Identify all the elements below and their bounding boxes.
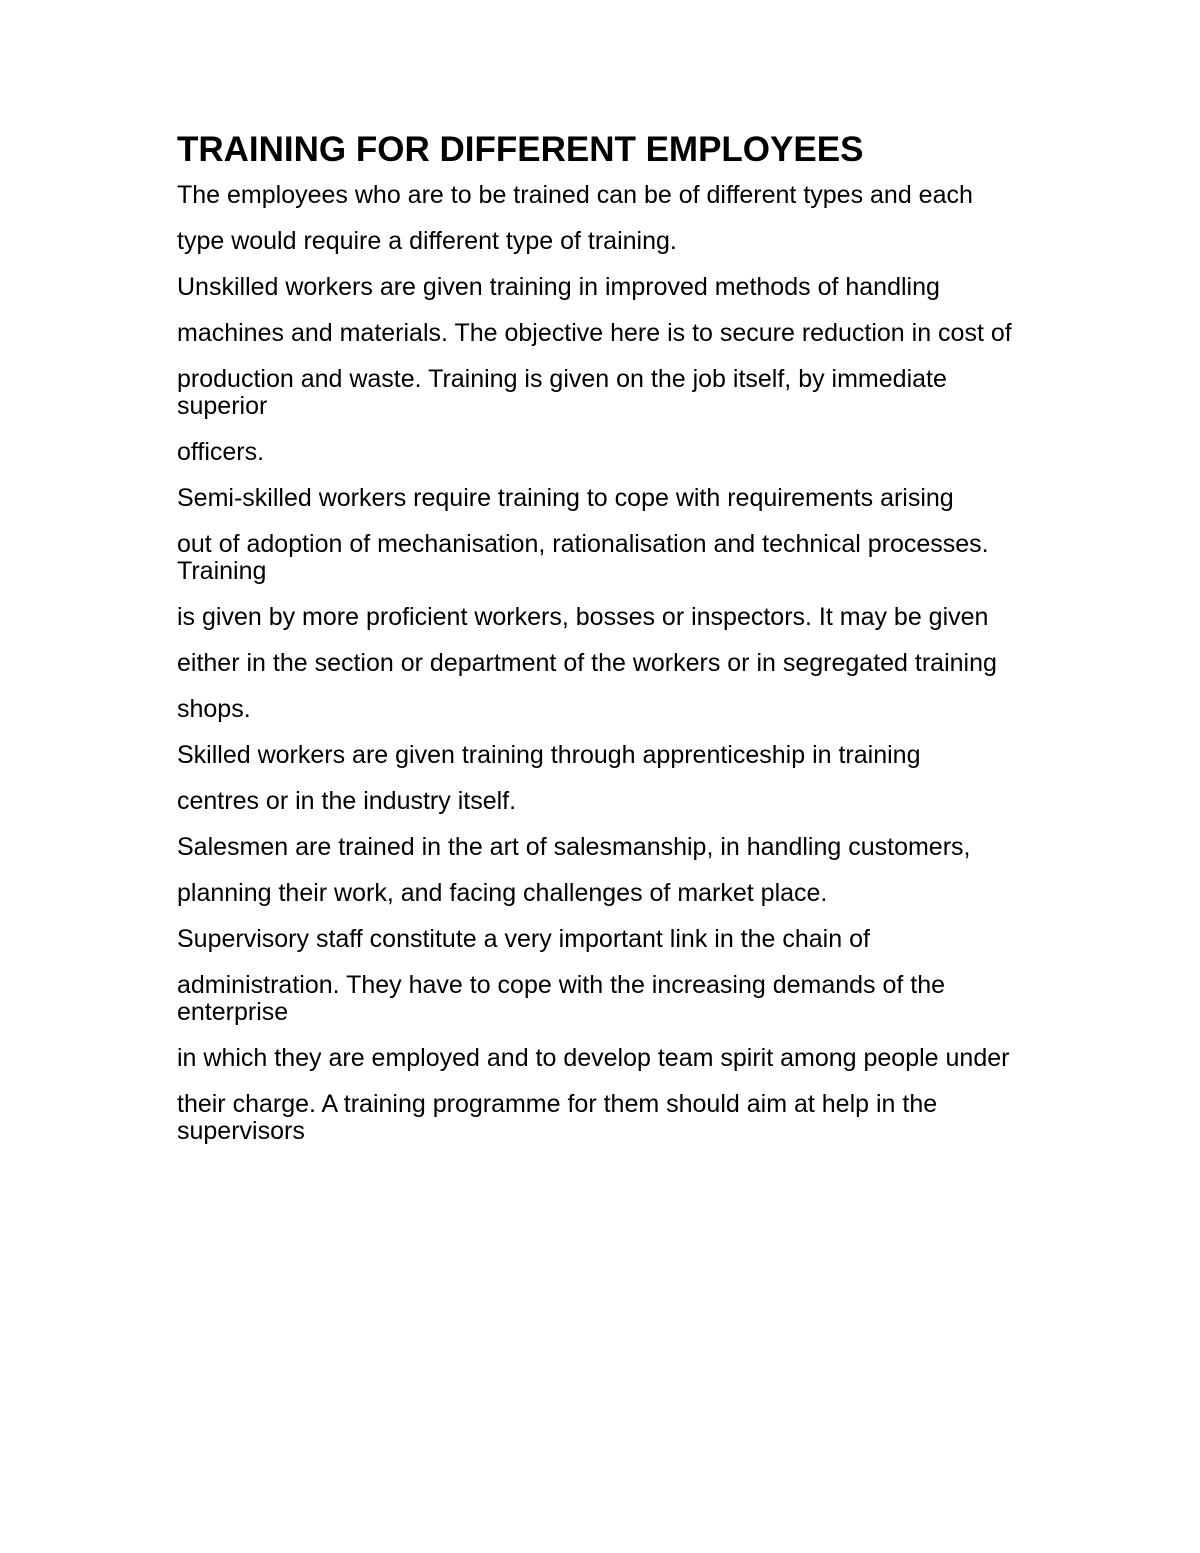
paragraph: production and waste. Training is given on the job itself, by immediate superior — [177, 365, 947, 420]
paragraph: Skilled workers are given training through apprenticeship in training — [177, 741, 921, 769]
paragraph: Unskilled workers are given training in improved methods of handling — [177, 273, 940, 301]
paragraph: centres or in the industry itself. — [177, 787, 517, 815]
paragraph: in which they are employed and to develop team spirit among people under — [177, 1044, 1010, 1072]
paragraph: shops. — [177, 695, 251, 723]
document-title: TRAINING FOR DIFFERENT EMPLOYEES — [177, 130, 864, 169]
paragraph: Salesmen are trained in the art of salesmanship, in handling customers, — [177, 833, 971, 861]
paragraph: out of adoption of mechanisation, rationalisation and technical processes. Training — [177, 530, 989, 585]
paragraph: officers. — [177, 438, 265, 466]
paragraph: Semi-skilled workers require training to cope with requirements arising — [177, 484, 954, 512]
paragraph: planning their work, and facing challenges of market place. — [177, 879, 828, 907]
paragraph: machines and materials. The objective here is to secure reduction in cost of — [177, 319, 1012, 347]
paragraph: either in the section or department of the workers or in segregated training — [177, 649, 997, 677]
paragraph: their charge. A training programme for them should aim at help in the supervisors — [177, 1090, 938, 1145]
document-body — [177, 126, 1037, 1164]
paragraph: administration. They have to cope with the increasing demands of the enterprise — [177, 971, 946, 1026]
paragraph: Supervisory staff constitute a very important link in the chain of — [177, 925, 870, 953]
paragraph: type would require a different type of training. — [177, 227, 677, 255]
paragraph: The employees who are to be trained can be of different types and each — [177, 181, 973, 209]
paragraph: is given by more proficient workers, bosses or inspectors. It may be given — [177, 603, 989, 631]
